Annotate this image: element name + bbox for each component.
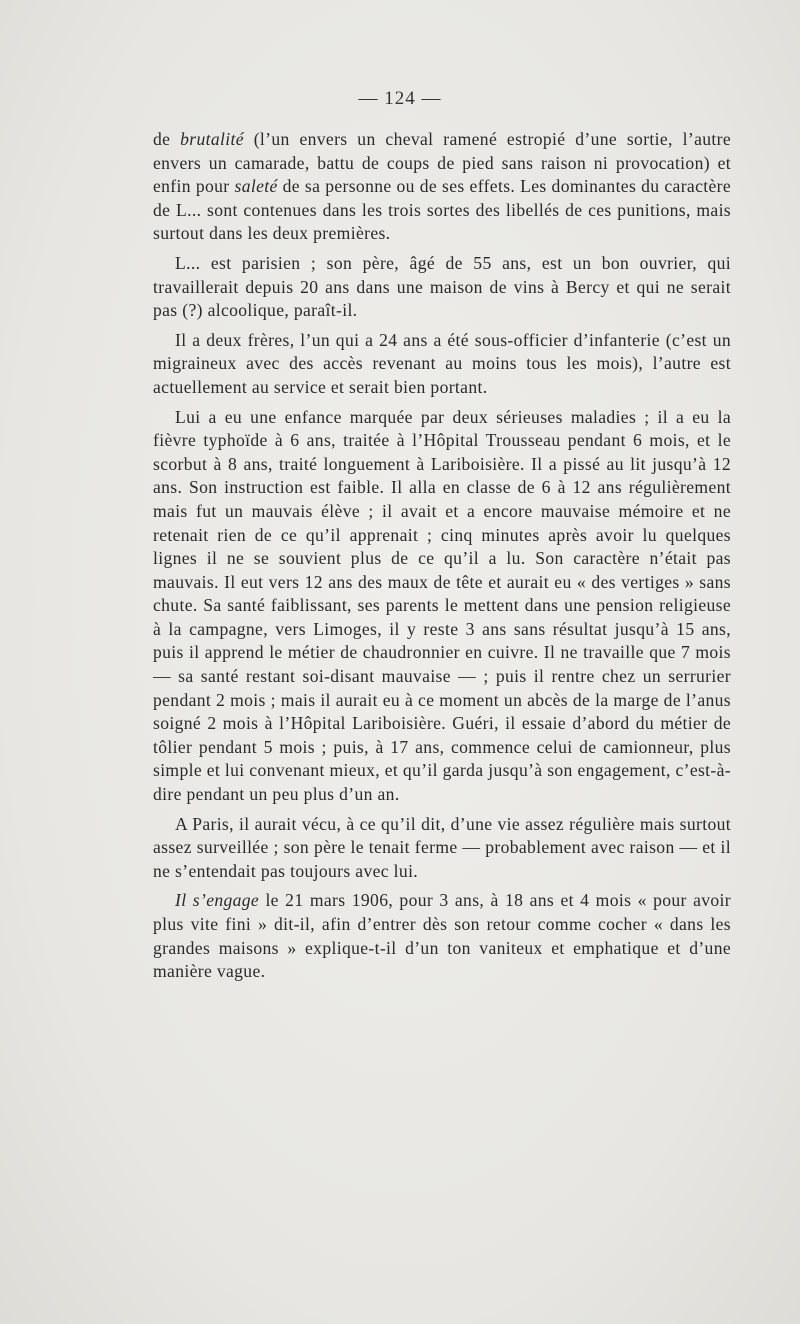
text-run: (l’un envers un cheval ramené estropié d’une sortie, l’autre envers un camarade, battu de coups de pied sans raison ni provocation) et enfin pour — [153, 129, 731, 197]
paragraph — [153, 128, 731, 246]
text-run: de sa personne ou de ses effets. Les dominantes du caractère de L... sont contenues dans les trois sortes des libellés de ces punitions, mais surtout dans les deux premières. — [153, 176, 732, 244]
text-body — [153, 128, 731, 984]
paragraph — [153, 329, 731, 400]
text-run: L... est parisien ; son père, âgé de 55 ans, est un bon ouvrier, qui travaillerait depuis 20 ans dans une maison de vins à Bercy et qui ne serait pas (?) alcoolique, paraît-il. — [153, 252, 731, 321]
text-run: Il a deux frères, l’un qui a 24 ans a été sous-officier d’infanterie (c’est un migraineux avec des accès revenant au moins tous les mois), l’autre est actuellement au service et serait bien portant. — [153, 329, 731, 397]
paragraph — [153, 889, 731, 983]
paragraph — [153, 252, 731, 323]
paragraph — [153, 813, 731, 884]
text-run: A Paris, il aurait vécu, à ce qu’il dit, d’une vie assez régulière mais surtout assez surveillée ; son père le tenait ferme — probablement avec raison — et il ne s’entendait pas toujours avec lui. — [153, 813, 731, 881]
text-run: Lui a eu une enfance marquée par deux sérieuses maladies ; il a eu la fièvre typhoïde à 6 ans, traitée à l’Hôpital Trousseau pendant 6 mois, et le scorbut à 8 ans, traité longuement à Lariboisière. Il a pissé au lit jusqu’à 12 ans. Son instruction est faible. Il alla en classe de 6 à 12 ans régulièrement mais fut un mauvais élève ; il avait et a encore mauvaise mémoire et ne retenait rien de ce qu’il apprenait ; cinq minutes après avoir lu quelques lignes il ne se souvient plus de ce qu’il a lu. Son caractère n’était pas mauvais. Il eut vers 12 ans des maux de tête et aurait eu « des vertiges » sans chute. Sa santé faiblissant, ses parents le mettent dans une pension religieuse à la campagne, vers Limoges, il y reste 3 ans sans résultat jusqu’à 15 ans, puis il apprend le métier de chaudronnier en cuivre. Il ne travaille que 7 mois — sa santé restant soi-disant mauvaise — ; puis il rentre chez un serrurier pendant 2 mois ; mais il aurait eu à ce moment un abcès de la marge de l’anus soigné 2 mois à l’Hôpital Lariboisière. Guéri, il essaie d’abord du métier de tôlier pendant 5 mois ; puis, à 17 ans, commence celui de camionneur, plus simple et lui convenant mieux, et qu’il garda jusqu’à son engagement, c’est-à-dire pendant un peu plus d’un an. — [153, 406, 731, 805]
paragraph — [153, 406, 731, 807]
page-number: — 124 — — [358, 88, 442, 109]
italic-text: brutalité — [180, 129, 244, 149]
italic-text: Il s’engage — [175, 890, 260, 911]
italic-text: saleté — [234, 176, 278, 197]
text-run: le 21 mars 1906, pour 3 ans, à 18 ans et 4 mois « pour avoir plus vite fini » dit-il, afin d’entrer dès son retour comme cocher « dans les grandes maisons » explique-t-il d’un ton vaniteux et emphatique et d’une manière vague. — [153, 890, 731, 982]
text-run: de — [153, 129, 181, 149]
